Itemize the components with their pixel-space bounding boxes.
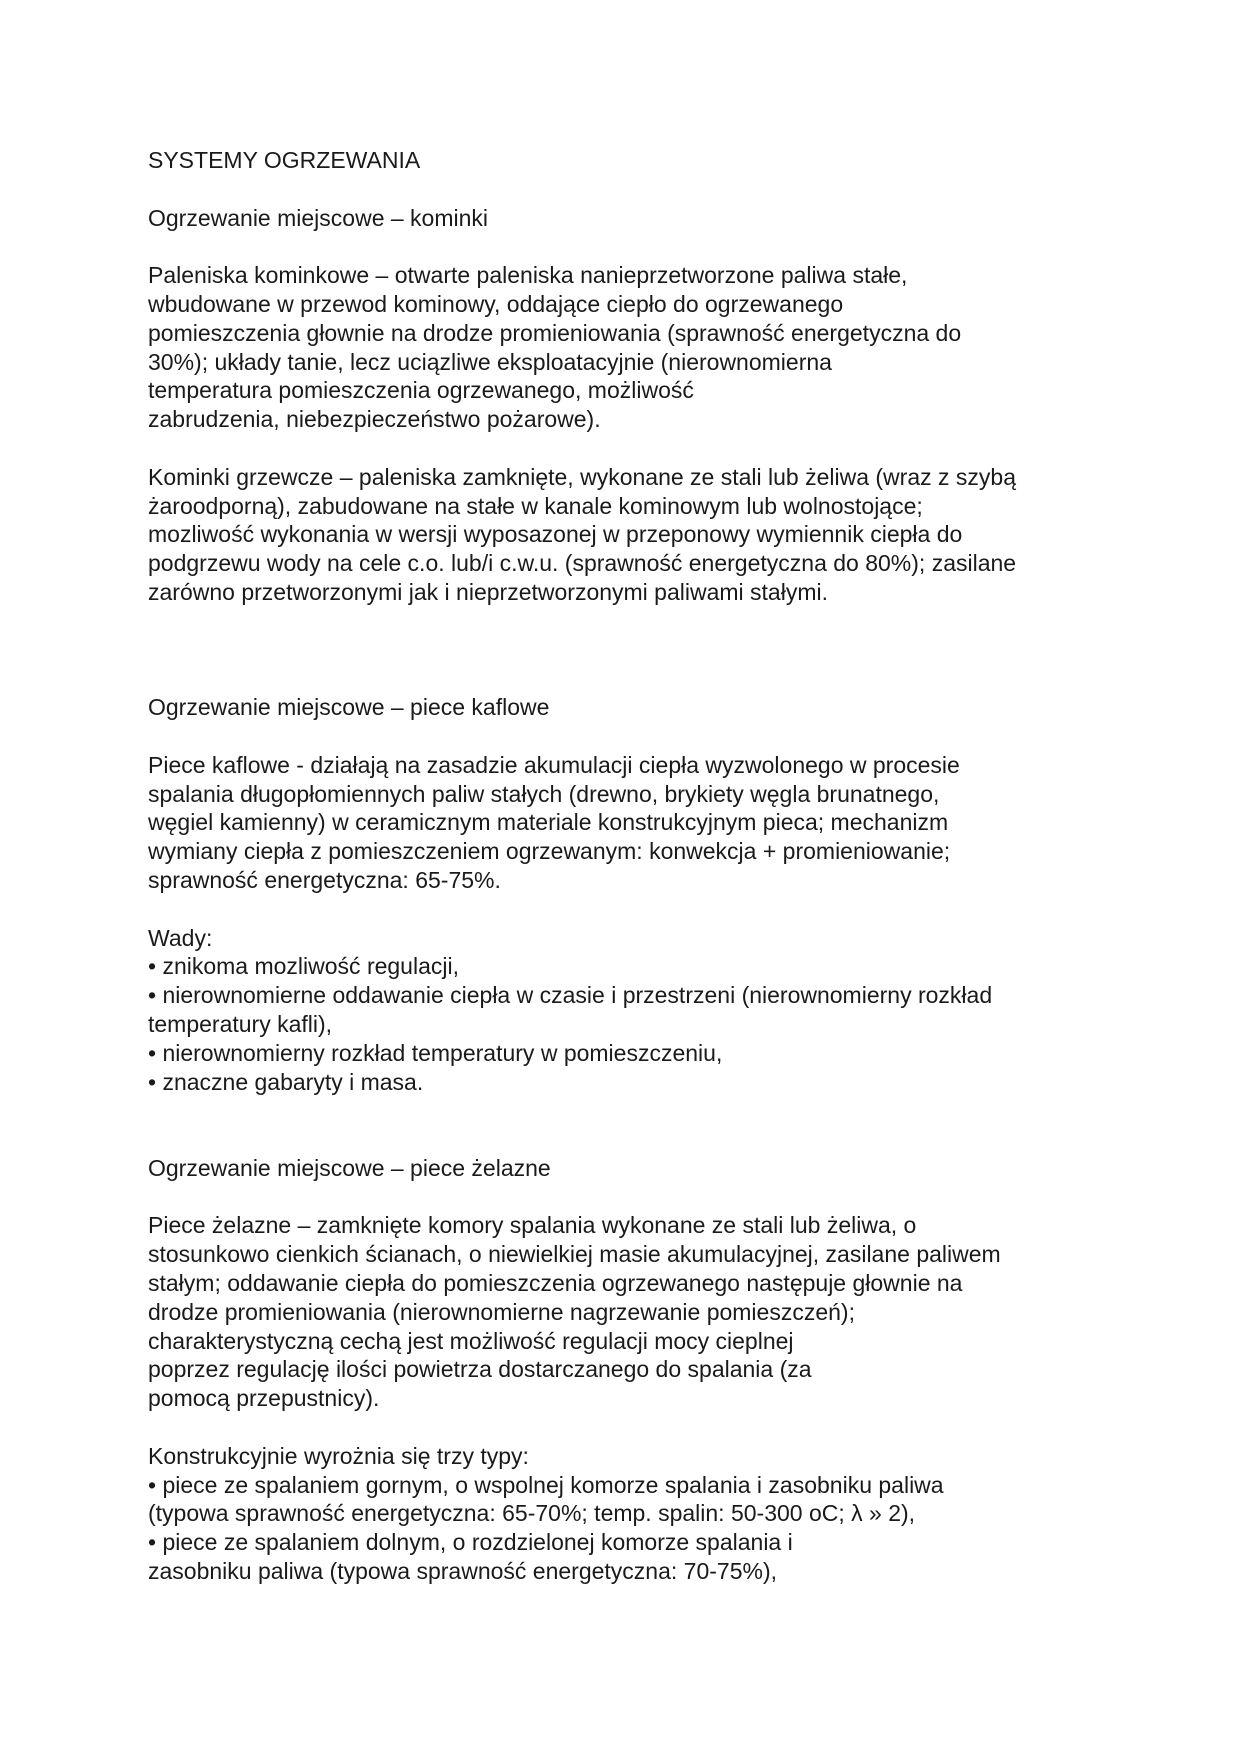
text-line: podgrzewu wody na cele c.o. lub/i c.w.u. (sprawność energetyczna do 80%); zasilane: [148, 550, 1017, 577]
text-line: pomocą przepustnicy).: [148, 1385, 380, 1412]
text-line: sprawność energetyczna: 65-75%.: [148, 866, 501, 893]
text-line: wymiany ciepła z pomieszczeniem ogrzewanym: konwekcja + promieniowanie;: [148, 838, 951, 865]
list-item: • nierownomierne oddawanie ciepła w czasie i przestrzeni (nierownomierny rozkład: [148, 982, 993, 1009]
text-line: stałym; oddawanie ciepła do pomieszczenia ogrzewanego następuje głownie na: [148, 1270, 963, 1297]
list-typy: [148, 1442, 1108, 1586]
text-line: stosunkowo cienkich ścianach, o niewielkiej masie akumulacyjnej, zasilane paliwem: [148, 1241, 1001, 1268]
text-line: 30%); układy tanie, lecz uciązliwe eksploatacyjnie (nierownomierna: [148, 348, 832, 375]
text-line: charakterystyczną cechą jest możliwość regulacji mocy cieplnej: [148, 1327, 794, 1354]
list-item: • piece ze spalaniem gornym, o wspolnej komorze spalania i zasobniku paliwa: [148, 1471, 944, 1498]
list-item: temperatury kafli),: [148, 1010, 333, 1037]
text-line: poprzez regulację ilości powietrza dostarczanego do spalania (za: [148, 1356, 812, 1383]
text-line: Piece kaflowe - działają na zasadzie akumulacji ciepła wyzwolonego w procesie: [148, 751, 960, 778]
list-item: (typowa sprawność energetyczna: 65-70%; temp. spalin: 50-300 oC; λ » 2),: [148, 1500, 916, 1527]
paragraph-piece-kaflowe: [148, 751, 1108, 895]
text-line: temperatura pomieszczenia ogrzewanego, możliwość: [148, 377, 694, 404]
text-line: drodze promieniowania (nierownomierne nagrzewanie pomieszczeń);: [148, 1298, 855, 1325]
text-line: węgiel kamienny) w ceramicznym materiale konstrukcyjnym pieca; mechanizm: [148, 809, 949, 836]
section-heading-piece-kaflowe: Ogrzewanie miejscowe – piece kaflowe: [148, 694, 550, 721]
list-item: • piece ze spalaniem dolnym, o rozdzielonej komorze spalania i: [148, 1529, 793, 1556]
text-line: żaroodporną), zabudowane na stałe w kanale kominowym lub wolnostojące;: [148, 492, 923, 519]
text-line: pomieszczenia głownie na drodze promieniowania (sprawność energetyczna do: [148, 319, 962, 346]
list-wady: [148, 924, 1108, 1097]
list-item: • nierownomierny rozkład temperatury w pomieszczeniu,: [148, 1039, 723, 1066]
section-heading-kominki: Ogrzewanie miejscowe – kominki: [148, 204, 489, 231]
paragraph-piece-zelazne: [148, 1211, 1108, 1413]
paragraph-paleniska-kominkowe: [148, 261, 1108, 434]
text-line: Piece żelazne – zamknięte komory spalania wykonane ze stali lub żeliwa, o: [148, 1212, 917, 1239]
text-line: Paleniska kominkowe – otwarte paleniska nanieprzetworzone paliwa stałe,: [148, 262, 908, 289]
paragraph-kominki-grzewcze: [148, 463, 1108, 607]
list-item: • znaczne gabaryty i masa.: [148, 1068, 424, 1095]
text-line: zarówno przetworzonymi jak i nieprzetworzonymi paliwami stałymi.: [148, 578, 828, 605]
document-title: SYSTEMY OGRZEWANIA: [148, 147, 421, 173]
text-line: spalania długopłomiennych paliw stałych (drewno, brykiety węgla brunatnego,: [148, 780, 940, 807]
list-heading: Wady:: [148, 924, 213, 951]
document-page: [148, 146, 1108, 1586]
list-item: • znikoma mozliwość regulacji,: [148, 953, 459, 980]
text-line: wbudowane w przewod kominowy, oddające ciepło do ogrzewanego: [148, 290, 844, 317]
text-line: mozliwość wykonania w wersji wyposazonej w przeponowy wymiennik ciepła do: [148, 521, 963, 548]
text-line: zabrudzenia, niebezpieczeństwo pożarowe).: [148, 406, 601, 433]
section-heading-piece-zelazne: Ogrzewanie miejscowe – piece żelazne: [148, 1154, 551, 1181]
text-line: Kominki grzewcze – paleniska zamknięte, wykonane ze stali lub żeliwa (wraz z szybą: [148, 463, 1016, 490]
list-heading: Konstrukcyjnie wyrożnia się trzy typy:: [148, 1442, 529, 1469]
list-item: zasobniku paliwa (typowa sprawność energetyczna: 70-75%),: [148, 1558, 777, 1585]
